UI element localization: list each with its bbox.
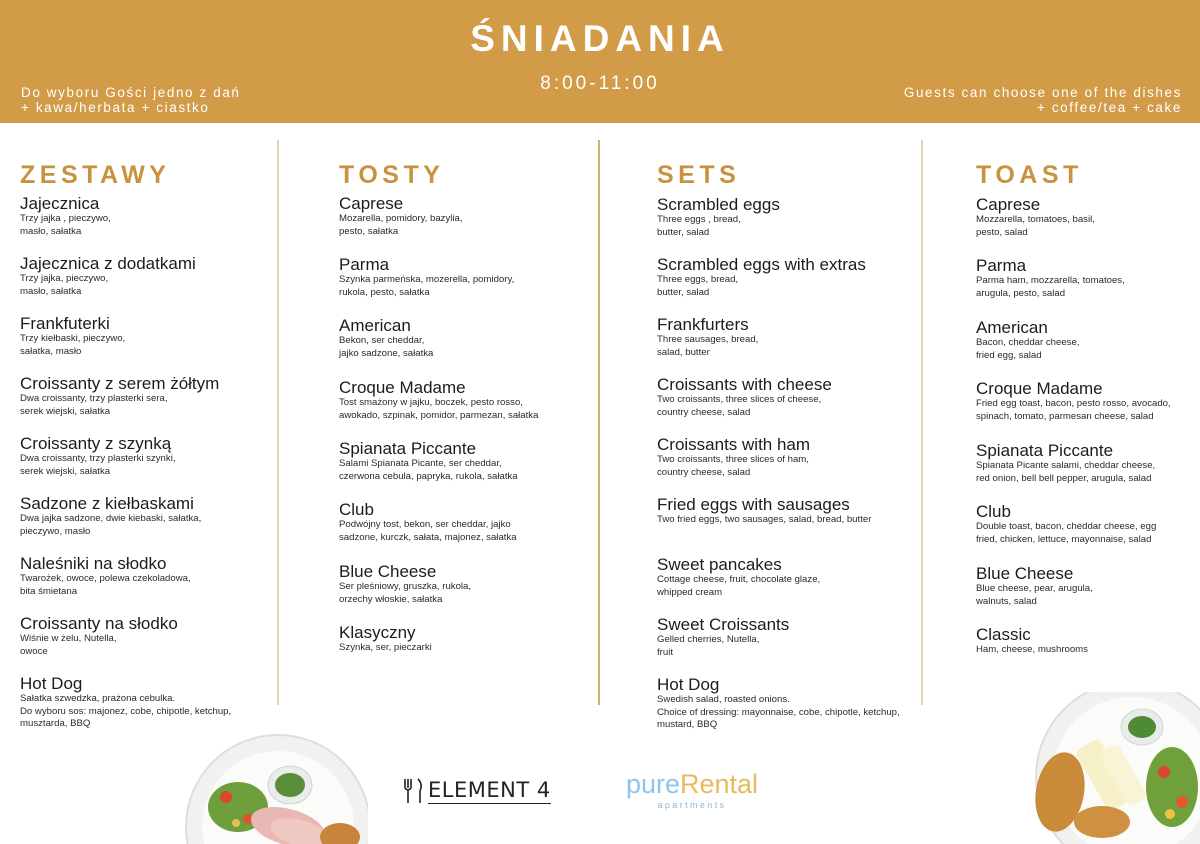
note-english [904,85,1182,115]
menu-item [20,614,320,658]
menu-item [657,435,957,479]
note-polish [21,85,241,115]
menu-item [20,374,320,418]
page-title: ŚNIADANIA [470,18,730,59]
menu-item-desc: Dwa croissanty, trzy plasterki szynki, serek wiejski, sałatka [20,453,176,477]
menu-item-desc: Tost smażony w jajku, boczek, pesto rosso, awokado, szpinak, pomidor, parmezan, sałatka [339,397,539,421]
note-polish-line1: Do wyboru Gości jedno z dań [21,85,241,100]
menu-item-name: American [976,318,1048,337]
menu-item-name: Jajecznica [20,194,100,213]
menu-item-name: Caprese [976,195,1041,214]
menu-item [20,314,320,358]
menu-item-desc: Podwójny tost, bekon, ser cheddar, jajko sadzone, kurczk, sałata, majonez, sałatka [339,519,517,543]
menu-item [20,674,320,731]
menu-item-name: Frankfurters [657,315,749,334]
breakfast-plate-image-left [178,727,368,844]
menu-item-name: Blue Cheese [976,564,1074,583]
menu-item [976,564,1191,608]
menu-item [20,254,320,298]
column-heading: TOAST [976,161,1083,189]
menu-item-desc: Dwa jajka sadzone, dwie kiebaski, sałatka, pieczywo, masło [20,513,202,537]
menu-item-name: Croissanty z serem żółtym [20,374,220,393]
purerental-logo [612,768,772,810]
menu-item-name: Spianata Piccante [339,439,477,458]
menu-item-name: Sweet Croissants [657,615,790,634]
menu-item-desc: Three eggs , bread, butter, salad [657,214,741,238]
menu-item-name: Naleśniki na słodko [20,554,167,573]
menu-item-desc: Szynka, ser, pieczarki [339,642,432,653]
note-polish-line2: + kawa/herbata + ciastko [21,100,210,115]
menu-item [657,675,957,732]
fork-knife-icon [402,778,424,804]
purerental-pure-text: pure [625,769,680,799]
menu-column-zestawy [20,160,320,729]
menu-item-desc: Two croissants, three slices of ham, country cheese, salad [657,454,809,478]
menu-item-name: Blue Cheese [339,562,437,581]
menu-item-desc: Szynka parmeńska, mozerella, pomidory, rukola, pesto, sałatka [339,274,515,298]
menu-item-desc: Two fried eggs, two sausages, salad, bread, butter [657,514,872,525]
menu-item-name: Caprese [339,194,404,213]
menu-item-name: Croissants with cheese [657,375,832,394]
menu-item [657,315,957,359]
menu-item-name: American [339,316,411,335]
menu-item [20,554,320,598]
menu-item-desc: Spianata Picante salami, cheddar cheese, red onion, bell bell pepper, arugula, salad [976,460,1156,484]
menu-item-name: Club [339,500,374,519]
menu-item-desc: Fried egg toast, bacon, pesto rosso, avocado, spinach, tomato, parmesan cheese, salad [976,398,1171,422]
menu-item [339,500,639,544]
menu-item-desc: Cottage cheese, fruit, chocolate glaze, whipped cream [657,574,821,598]
column-heading: SETS [657,161,741,189]
menu-item [20,194,320,238]
menu-item [339,316,639,360]
menu-item [339,623,639,655]
menu-item [20,494,320,538]
menu-item-desc: Bacon, cheddar cheese, fried egg, salad [976,337,1080,361]
menu-item-desc: Ham, cheese, mushrooms [976,644,1088,655]
menu-item [339,194,639,238]
menu-item [339,255,639,299]
menu-item-name: Croissanty z szynką [20,434,172,453]
menu-column-sets [657,160,957,730]
menu-item [657,375,957,419]
menu-item [976,195,1191,239]
menu-item-desc: Dwa croissanty, trzy plasterki sera, serek wiejski, sałatka [20,393,168,417]
menu-item-name: Parma [976,256,1027,275]
menu-item-name: Croque Madame [976,379,1103,398]
menu-item-desc: Parma ham, mozzarella, tomatoes, arugula, pesto, salad [976,275,1125,299]
menu-item-desc: Trzy jajka , pieczywo, masło, sałatka [20,213,111,237]
menu-item [976,379,1191,423]
menu-column-tosty [339,160,639,653]
element4-logo-text: ELEMENT 4 [428,778,551,802]
menu-item-desc: Double toast, bacon, cheddar cheese, egg fried, chicken, lettuce, mayonnaise, salad [976,521,1157,545]
menu-item [339,439,639,483]
menu-item [339,562,639,606]
menu-item-desc: Bekon, ser cheddar, jajko sadzone, sałatka [339,335,434,359]
menu-item-name: Club [976,502,1011,521]
menu-item [976,318,1191,362]
menu-item [657,555,957,599]
purerental-subtitle: apartments [657,800,727,810]
column-heading: TOSTY [339,161,445,189]
breakfast-plate-image-right [1032,692,1200,844]
menu-item-desc: Wiśnie w żelu, Nutella, owoce [20,633,117,657]
menu-item [657,255,957,299]
menu-item-name: Hot Dog [657,675,720,694]
menu-item [976,441,1191,485]
menu-item-name: Hot Dog [20,674,83,693]
menu-item [976,625,1191,657]
menu-item-name: Classic [976,625,1031,644]
menu-item-name: Scrambled eggs with extras [657,255,866,274]
menu-item [657,195,957,239]
serving-hours: 8:00-11:00 [540,73,660,94]
menu-item-desc: Three eggs, bread, butter, salad [657,274,739,298]
purerental-wordmark [612,768,772,800]
menu-item-desc: Mozzarella, tomatoes, basil, pesto, salad [976,214,1095,238]
column-heading: ZESTAWY [20,161,171,189]
menu-item [976,256,1191,300]
menu-item [20,434,320,478]
menu-item-name: Fried eggs with sausages [657,495,850,514]
note-english-line2: + coffee/tea + cake [1037,100,1182,115]
menu-item-desc: Three sausages, bread, salad, butter [657,334,759,358]
menu-item-name: Klasyczny [339,623,416,642]
menu-item-desc: Twarożek, owoce, polewa czekoladowa, bita śmietana [20,573,191,597]
note-english-line1: Guests can choose one of the dishes [903,85,1182,100]
menu-item-name: Spianata Piccante [976,441,1114,460]
menu-item-desc: Trzy kiełbaski, pieczywo, sałatka, masło [20,333,126,357]
menu-item-name: Croissanty na słodko [20,614,178,633]
header-banner [0,0,1200,123]
menu-item-name: Croque Madame [339,378,466,397]
element4-logo [402,776,551,806]
purerental-rental-text: Rental [680,769,759,799]
menu-item-desc: Salami Spianata Picante, ser cheddar, czerwona cebula, papryka, rukola, sałatka [339,458,518,482]
menu-item-desc: Blue cheese, pear, arugula, walnuts, salad [976,583,1093,607]
menu-item-name: Croissants with ham [657,435,811,454]
menu-item-desc: Two croissants, three slices of cheese, country cheese, salad [657,394,822,418]
menu-column-toast [976,160,1191,655]
menu-item-desc: Sałatka szwedzka, prażona cebulka. Do wyboru sos: majonez, cobe, chipotle, ketchup, musztarda, BBQ [20,693,232,729]
menu-item-desc: Ser pleśniowy, gruszka, rukola, orzechy włoskie, sałatka [339,581,472,605]
menu-item-desc: Swedish salad, roasted onions. Choice of dressing: mayonnaise, cobe, chipotle, ketchup, mustard, BBQ [657,694,900,730]
menu-item-name: Scrambled eggs [657,195,780,214]
menu-item [976,502,1191,546]
menu-item [657,615,957,659]
menu-item-desc: Trzy jajka, pieczywo, masło, sałatka [20,273,109,297]
menu-item [657,495,957,527]
menu-item-name: Frankfuterki [20,314,110,333]
menu-item-name: Jajecznica z dodatkami [20,254,196,273]
menu-item-desc: Mozarella, pomidory, bazylia, pesto, sałatka [339,213,463,237]
menu-item-name: Sweet pancakes [657,555,782,574]
menu-item-name: Sadzone z kiełbaskami [20,494,194,513]
menu-item-desc: Gelled cherries, Nutella, fruit [657,634,760,658]
menu-item [339,378,639,422]
menu-item-name: Parma [339,255,390,274]
